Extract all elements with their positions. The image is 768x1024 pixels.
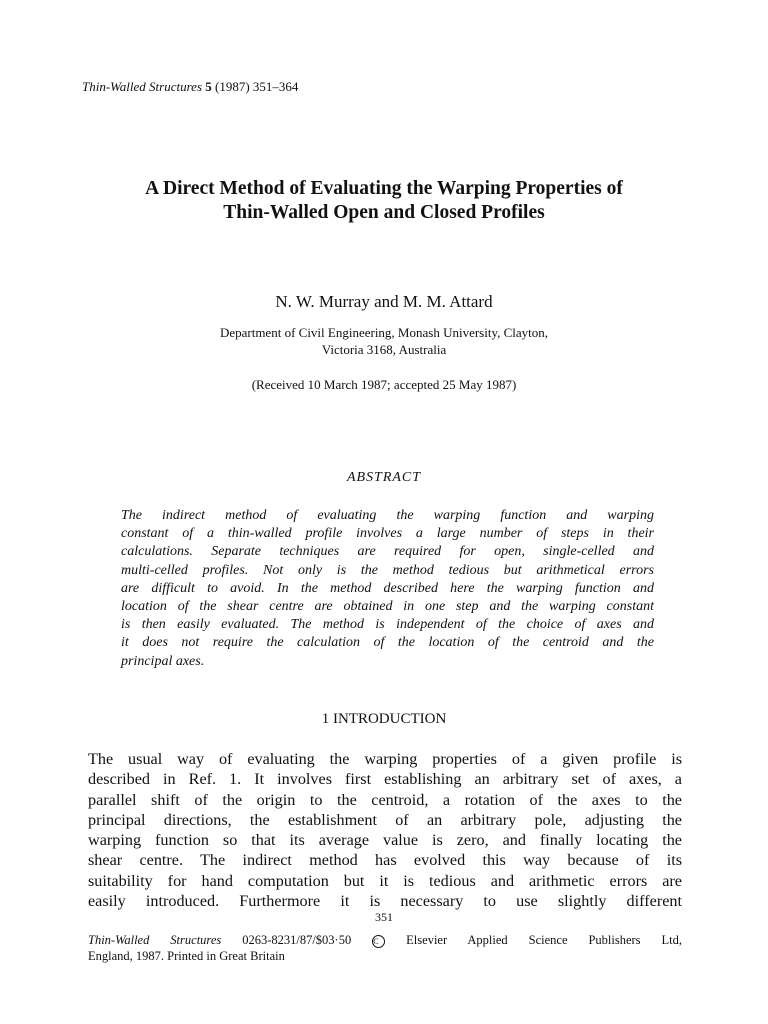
journal-reference xyxy=(82,79,298,95)
abstract-line: is then easily evaluated. The method is independent of the choice of axes and xyxy=(121,617,654,633)
affiliation xyxy=(0,324,768,358)
introduction-line: suitability for hand computation but it is tedious and arithmetic errors are xyxy=(88,871,682,890)
abstract-line: are difficult to avoid. In the method described here the warping function and xyxy=(121,580,654,596)
abstract-heading: ABSTRACT xyxy=(346,470,422,485)
footer-journal-name: Thin-Walled Structures xyxy=(88,933,222,947)
introduction-line: warping function so that its average value is zero, and finally locating the xyxy=(88,831,682,850)
paper-title xyxy=(40,177,728,225)
affiliation-line-1: Department of Civil Engineering, Monash University, Clayton, xyxy=(219,325,549,340)
journal-name: Thin-Walled Structures xyxy=(82,79,203,94)
paper-title-line-2: Thin-Walled Open and Closed Profiles xyxy=(223,202,545,223)
page-number: 351 xyxy=(375,910,393,924)
footer-publisher: Elsevier Applied Science Publishers Ltd, xyxy=(406,933,682,947)
introduction-line: The usual way of evaluating the warping properties of a given profile is xyxy=(88,750,682,768)
journal-year-pages: (1987) 351–364 xyxy=(215,79,299,94)
abstract-line: multi-celled profiles. Not only is the method tedious but arithmetical errors xyxy=(121,562,654,578)
abstract-line: calculations. Separate techniques are required for open, single-celled and xyxy=(121,544,654,560)
abstract-line: it does not require the calculation of the location of the centroid and the xyxy=(121,635,654,651)
abstract-body xyxy=(121,507,654,671)
section-heading-introduction: 1 INTRODUCTION xyxy=(321,711,447,727)
copyright-icon: C xyxy=(372,935,385,948)
introduction-line: shear centre. The indirect method has evolved this way because of its xyxy=(88,851,682,870)
introduction-line: easily introduced. Furthermore it is necessary to use slightly different xyxy=(88,892,682,911)
authors: N. W. Murray and M. M. Attard xyxy=(275,292,493,311)
introduction-line: parallel shift of the origin to the centroid, a rotation of the axes to the xyxy=(88,790,682,809)
introduction-line: described in Ref. 1. It involves first establishing an arbitrary set of axes, a xyxy=(88,770,682,789)
publication-footer xyxy=(88,932,682,964)
received-dates: (Received 10 March 1987; accepted 25 May 1987) xyxy=(251,377,517,392)
introduction-line: principal directions, the establishment of an arbitrary pole, adjusting the xyxy=(88,810,682,829)
paper-title-line-1: A Direct Method of Evaluating the Warping Properties of xyxy=(145,178,623,199)
footer-line-1 xyxy=(88,932,682,948)
abstract-line: location of the shear centre are obtained in one step and the warping constant xyxy=(121,598,654,614)
footer-issn-code: 0263-8231/87/$03·50 xyxy=(242,933,352,947)
abstract-line: The indirect method of evaluating the warping function and warping xyxy=(121,508,654,523)
introduction-body xyxy=(88,749,682,911)
affiliation-line-2: Victoria 3168, Australia xyxy=(321,342,447,357)
abstract-line: constant of a thin-walled profile involves a large number of steps in their xyxy=(121,526,654,542)
footer-line-2: England, 1987. Printed in Great Britain xyxy=(88,949,285,963)
abstract-line: principal axes. xyxy=(121,653,205,669)
journal-volume: 5 xyxy=(205,79,212,94)
